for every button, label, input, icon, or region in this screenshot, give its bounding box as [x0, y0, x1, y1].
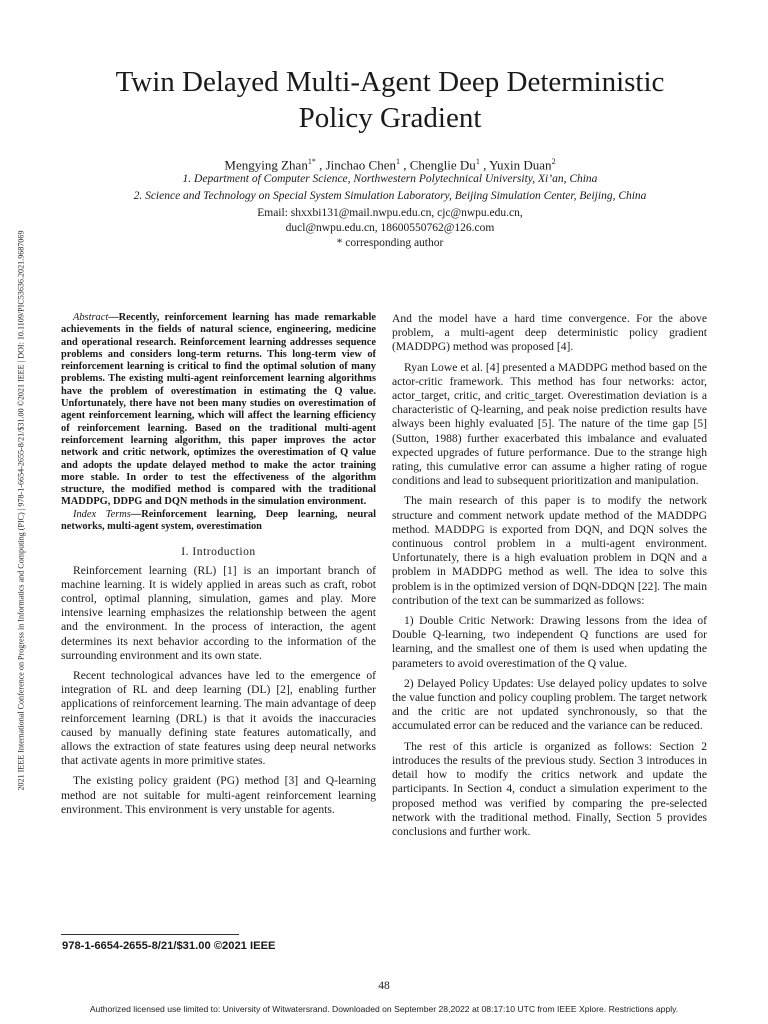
affiliation-2: 2. Science and Technology on Special System Simulation Laboratory, Beijing Simulation Center, Beijing, China [133, 190, 647, 202]
doi-side-strip [14, 150, 28, 870]
email-line-2: ducl@nwpu.edu.cn, 18600550762@126.com [285, 222, 495, 234]
author-name: Yuxin Duan [489, 157, 552, 173]
author-sup: 2 [551, 157, 556, 166]
paragraph: Reinforcement learning (RL) [1] is an important branch of machine learning. It is widely applied in areas such as craft, robot control, optimal planning, simulation, games and play. More intensive learning emphasizes the relationship between the agent and the environment. In the process of interaction, the agent determines its next behavior according to the information of the surrounding environment and its own state. [61, 563, 376, 662]
abstract-lead: Abstract [73, 312, 109, 323]
paragraph: Recent technological advances have led to the emergence of integration of RL and deep learning (DL) [2], enabling further applications of reinforcement learning. The main advantage of deep reinforcement learning (DRL) is that it avoids the inaccuracies caused by manually defining state features automatically, and allows the extraction of state features using deep neural networks that activate agents in more primitive states. [61, 668, 376, 768]
author-sup: 1 [395, 157, 400, 166]
section-heading-introduction: I. Introduction [181, 545, 256, 559]
footnote-rule [61, 934, 239, 935]
paragraph: The main research of this paper is to modify the network structure and comment network update method of the MADDPG method. MADDPG is exported from DQN, and DQN solves the continuous control problem in a multi-agent environment. Unfortunately, there is a high evaluation problem in DQN and a problem in MADDPG method as well. The idea to solve this problem is in the optimized version of DQN-DDQN [22]. The main contribution of the text can be summarized as follows: [392, 494, 707, 607]
paragraph: The rest of this article is organized as follows: Section 2 introduces the results of the previous study. Section 3 introduces in detail how to modify the critics network and update the participants. In Section 4, conduct a simulation experiment to the proposed method was verified by comparing the pre-selected network with the traditional method. Finally, Section 5 provides conclusions and further work. [392, 739, 707, 838]
left-column [61, 312, 376, 817]
author-name: Jinchao Chen [325, 157, 396, 173]
index-terms-text: —Reinforcement learning, Deep learning, neural networks, multi-agent system, overestimation [61, 508, 376, 533]
index-terms-lead: Index Terms [73, 508, 131, 520]
license-notice: Authorized licensed use limited to: University of Witwatersrand. Downloaded on September 28,2022 at 08:17:10 UTC from IEEE Xplore. Restrictions apply. [89, 1004, 679, 1014]
affiliation-1: 1. Department of Computer Science, Northwestern Polytechnical University, Xi’an, China [182, 173, 598, 185]
copyright-footnote: 978-1-6654-2655-8/21/$31.00 ©2021 IEEE [62, 940, 276, 952]
corresponding-author-note: * corresponding author [336, 237, 444, 249]
paragraph: Ryan Lowe et al. [4] presented a MADDPG method based on the actor-critic framework. This method has four networks: actor, actor_target, critic, and critic_target. Overestimation deviation is a characteristic of Q-learning, and peak noise prediction results have always been highly evaluated [5]. The nature of the time gap [5] (Sutton, 1988) further exacerbated this imbalance and evaluated expected upgrades of future performance. Due to the strange high rating, this cumulative error can assume a higher rating of rogue conditions and lead to subsequent prioritization and manipulation. [392, 360, 707, 488]
contribution-item: 2) Delayed Policy Updates: Use delayed policy updates to solve the value function and policy coupling problem. The target network and the critic are not updated synchronously, so that the accumulated error can be reduced and the variance can be reduced. [392, 676, 707, 733]
paragraph: And the model have a hard time convergence. For the above problem, a multi-agent deep deterministic policy gradient (MADDPG) method was proposed [4]. [392, 312, 707, 354]
author-name: Mengying Zhan [224, 157, 308, 173]
index-terms [61, 509, 376, 534]
abstract [61, 312, 376, 509]
title-line-1: Twin Delayed Multi-Agent Deep Deterministic [115, 66, 665, 98]
paragraph: The existing policy graident (PG) method [3] and Q-learning method are not suitable for multi-agent reinforcement learning environment. This environment is very unstable for agents. [61, 774, 376, 816]
author-name: Chenglie Du [409, 157, 476, 173]
abstract-text: —Recently, reinforcement learning has made remarkable achievements in the fields of natural science, engineering, medicine and operational research. Reinforcement learning addresses sequence problems and considers long-term returns. This long-term view of reinforcement learning is critical to find the optimal solution of many problems. The existing multi-agent reinforcement learning algorithms have the problem of overestimation in estimating the Q value. Unfortunately, there have not been many studies on overestimation of agent reinforcement learning, which will affect the learning efficiency of reinforcement learning. Based on the traditional multi-agent reinforcement learning algorithm, this paper improves the actor network and critic network, optimizes the overestimation of Q value and adopts the update delayed method to make the actor training more stable. In order to test the effectiveness of the algorithm structure, the modified method is compared with the traditional MADDPG, DDPG and DQN methods in the simulation environment. [61, 312, 376, 508]
page-number: 48 [378, 980, 390, 992]
author-list: Mengying Zhan$^{1*}$ , Jinchao Chen$^1$ , Chenglie Du$^1$ , Yuxin Duan$^2$ [224, 157, 556, 173]
doi-side-text: 2021 IEEE International Conference on Progress in Informatics and Computing (PIC) | 978-1-6654-2655-8/21/$31.00 ©2021 IEEE | DOI: 10.1109/PIC53636.2021.9687069 [16, 229, 26, 791]
paper-title [60, 64, 720, 136]
author-sup: 1* [307, 157, 316, 166]
email-line-1: Email: shxxbi131@mail.nwpu.edu.cn, cjc@nwpu.edu.cn, [257, 207, 523, 219]
author-sup: 1 [475, 157, 480, 166]
contribution-item: 1) Double Critic Network: Drawing lessons from the idea of Double Q-learning, two independent Q functions are used for learning, and the smallest one of them is used when updating the parameters to avoid overestimation of the Q value. [392, 614, 707, 670]
title-line-2: Policy Gradient [298, 102, 482, 134]
right-column [392, 312, 707, 839]
